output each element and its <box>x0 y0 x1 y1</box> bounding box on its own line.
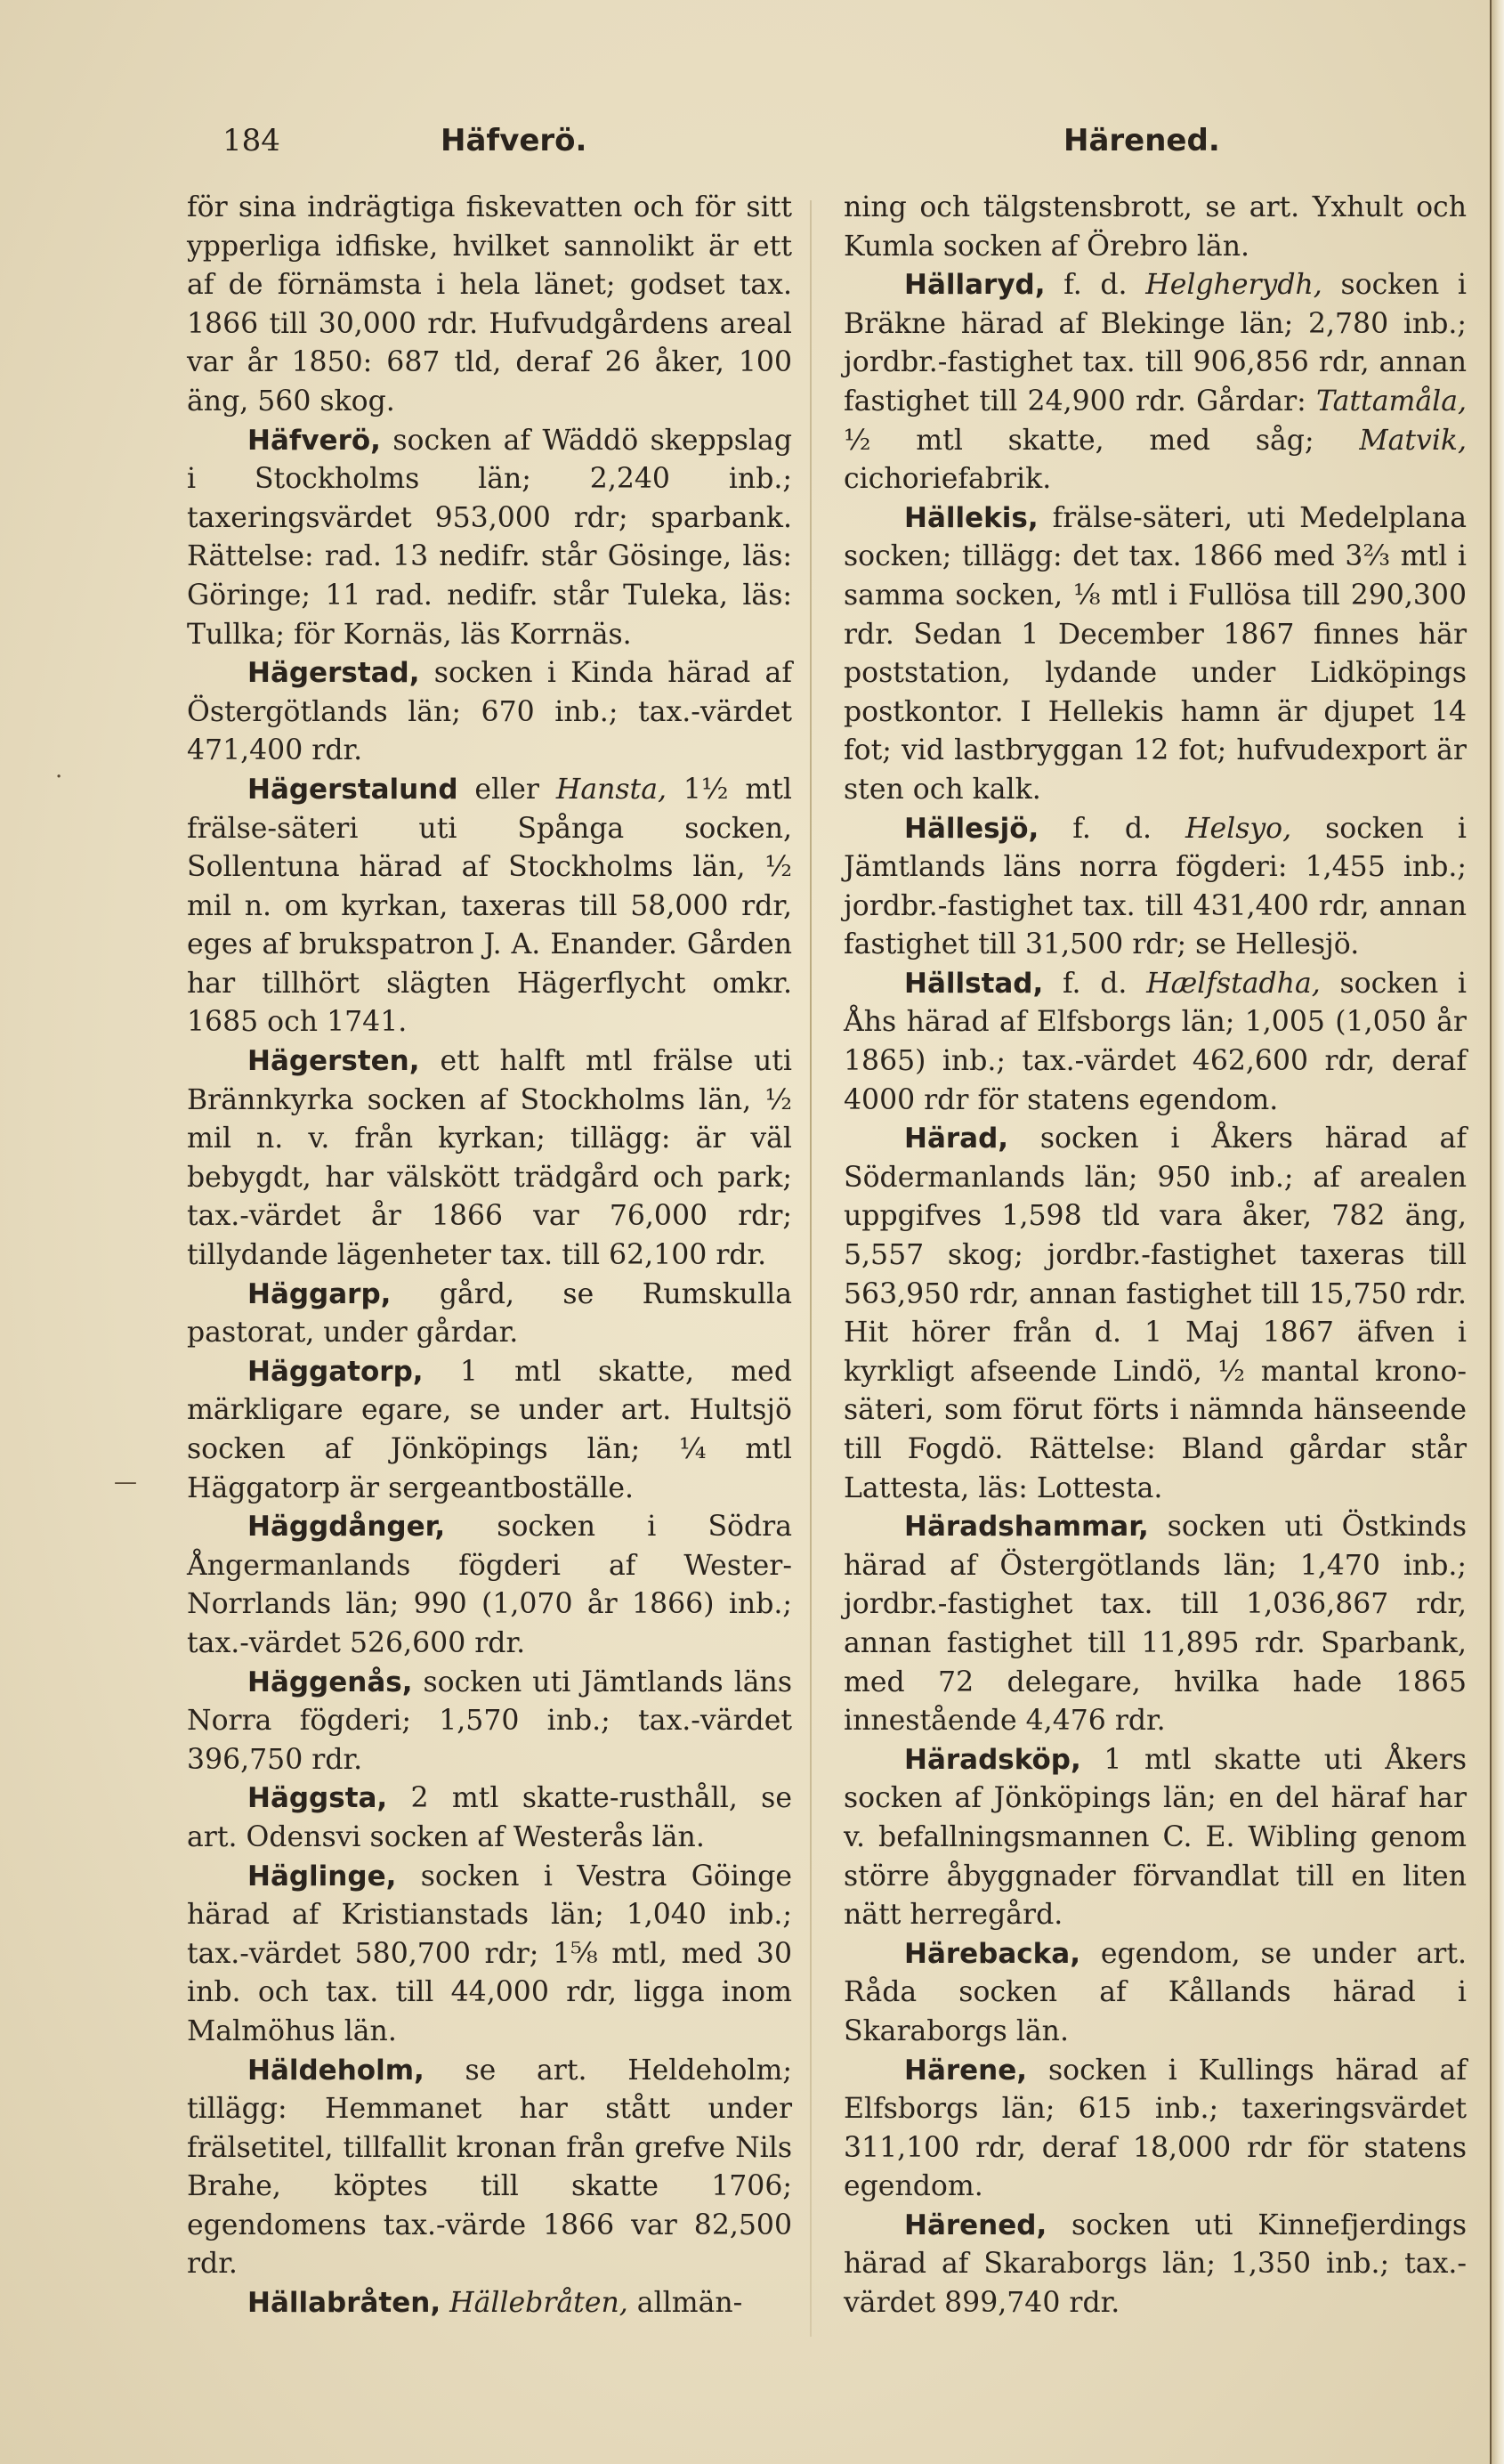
entry-headword: Häldeholm, <box>247 2054 425 2087</box>
italic-name: Helgherydh, <box>1145 269 1322 302</box>
entry-headword: Hägerstalund <box>247 773 458 806</box>
entry-headword: Häfverö, <box>247 424 381 457</box>
dictionary-entry <box>187 1508 792 1663</box>
entry-text: socken i Åkers härad af Södermanlands län; 950 inb.; af arealen uppgifves 1,598 tld vara åker, 782 äng, 5,557 skog; jordbr.-fastighet taxeras till 563,950 rdr, annan fastighet till 15,750 rdr. Hit hörer från d. 1 Maj 1867 äfven i kyrkligt afseende Lindö, ½ mantal krono-säteri, som förut förts i nämnda hänseende till Fogdö. Rättelse: Bland gårdar står Lattesta, läs: Lottesta. <box>844 1123 1467 1504</box>
dictionary-entry <box>844 965 1467 1120</box>
entry-text: socken i Södra Ångermanlands fögderi af Wester-Norrlands län; 990 (1,070 år 1866) inb.; tax.-värdet 526,600 rdr. <box>187 1511 792 1659</box>
entry-text: cichoriefabrik. <box>844 463 1052 496</box>
dictionary-entry <box>844 499 1467 810</box>
entry-text: socken i Vestra Göinge härad af Kristianstads län; 1,040 inb.; tax.-värdet 580,700 rdr; 1⅝ mtl, med 30 inb. och tax. till 44,000 rdr, ligga inom Malmöhus län. <box>187 1860 792 2047</box>
entry-headword: Hällabråten, <box>247 2287 441 2320</box>
dictionary-entry <box>844 1741 1467 1935</box>
right-column <box>844 189 1467 2323</box>
dictionary-entry <box>187 2284 792 2323</box>
entry-text: se art. Heldeholm; tillägg: Hemmanet har stått under frälsetitel, tillfallit kronan från grefve Nils Brahe, köptes till skatte 1706; egendomens tax.-värde 1866 var 82,500 rdr. <box>187 2054 792 2281</box>
entry-headword: Häggatorp, <box>247 1355 424 1388</box>
entry-text: socken i Bräkne härad af Blekinge län; 2,780 inb.; jordbr.-fastighet tax. till 906,856 rdr, annan fastighet till 24,900 rdr. Gårdar: <box>844 269 1468 417</box>
entry-continuation <box>187 189 792 422</box>
dictionary-entry <box>844 2052 1467 2207</box>
entry-text: egendom, se under art. Råda socken af Kållands härad i Skaraborgs län. <box>844 1937 1467 2047</box>
entry-text: socken i Kullings härad af Elfsborgs län; 615 inb.; taxeringsvärdet 311,100 rdr, deraf 18,000 rdr för statens egendom. <box>844 2054 1467 2203</box>
entry-text: ning och tälgstensbrott, se art. Yxhult och Kumla socken af Örebro län. <box>844 191 1467 263</box>
dictionary-entry <box>187 1779 792 1857</box>
margin-dot: · <box>55 764 63 790</box>
entry-headword: Häradsköp, <box>904 1743 1081 1776</box>
entry-headword: Hällstad, <box>904 967 1044 1000</box>
margin-dash: — <box>114 1469 137 1495</box>
dictionary-entry <box>844 1508 1467 1741</box>
dictionary-entry <box>844 810 1467 965</box>
entry-text: 1 mtl skatte, med märkligare egare, se under art. Hultsjö socken af Jönköpings län; ¼ mtl Häggatorp är sergeantboställe. <box>187 1355 792 1504</box>
entry-text <box>441 2287 449 2319</box>
left-running-head: Häfverö. <box>441 123 587 158</box>
entry-text: f. d. <box>1039 812 1186 845</box>
entry-text: 1 mtl skatte uti Åkers socken af Jönköpings län; en del häraf har v. befallningsmannen C. E. Wibling genom större åbyggnader förvandlat till en liten nätt herregård. <box>844 1743 1467 1932</box>
page-edge <box>1490 0 1504 2464</box>
dictionary-entry <box>187 422 792 655</box>
entry-headword: Härad, <box>904 1123 1009 1155</box>
italic-name: Hælfstadha, <box>1146 967 1321 1000</box>
entry-headword: Hällaryd, <box>904 269 1046 302</box>
entry-headword: Hällesjö, <box>904 812 1039 845</box>
dictionary-entry <box>187 1353 792 1508</box>
dictionary-entry <box>844 1935 1467 2052</box>
entry-text: f. d. <box>1043 967 1147 1000</box>
entry-headword: Häggdånger, <box>247 1511 446 1544</box>
entry-text: 2 mtl skatte-rusthåll, se art. Odensvi socken af Westerås län. <box>187 1782 792 1853</box>
dictionary-entry <box>187 1276 792 1353</box>
entry-headword: Häggenås, <box>247 1666 413 1698</box>
entry-text: socken uti Kinnefjerdings härad af Skaraborgs län; 1,350 inb.; tax.-värdet 899,740 rdr. <box>844 2209 1467 2320</box>
dictionary-entry <box>187 1858 792 2052</box>
entry-text: för sina indrägtiga fiskevatten och för sitt ypperliga idfiske, hvilket sannolikt är ett af de förnämsta i hela länet; godset tax. 1866 till 30,000 rdr. Hufvudgårdens areal var år 1850: 687 tld, deraf 26 åker, 100 äng, 560 skog. <box>187 191 792 417</box>
right-running-head: Härened. <box>1063 123 1220 158</box>
entry-text: socken i Kinda härad af Östergötlands län; 670 inb.; tax.-värdet 471,400 rdr. <box>187 657 792 767</box>
column-divider <box>810 200 812 2337</box>
dictionary-entry <box>844 2207 1467 2323</box>
italic-name: Helsyo, <box>1185 812 1292 845</box>
entry-headword: Hällekis, <box>904 501 1039 534</box>
entry-headword: Häggarp, <box>247 1277 392 1310</box>
italic-name: Matvik, <box>1359 424 1467 457</box>
entry-headword: Härened, <box>904 2209 1047 2241</box>
entry-text: frälse-säteri, uti Medelplana socken; tillägg: det tax. 1866 med 3⅔ mtl i samma socken, ⅛ mtl i Fullösa till 290,300 rdr. Sedan 1 December 1867 finnes här poststation, lydande under Lidköpings postkontor. I Hellekis hamn är djupet 14 fot; vid lastbryggan 12 fot; hufvudexport är sten och kalk. <box>844 501 1467 806</box>
italic-name: Hällebråten, <box>449 2287 628 2320</box>
dictionary-entry <box>844 266 1467 499</box>
entry-headword: Häggsta, <box>247 1782 388 1815</box>
entry-headword: Härebacka, <box>904 1937 1080 1970</box>
entry-text: socken i Jämtlands läns norra fögderi: 1,455 inb.; jordbr.-fastighet tax. till 431,400 rdr, annan fastighet till 31,500 rdr; se Hellesjö. <box>844 812 1467 961</box>
page-number: 184 <box>222 123 280 158</box>
dictionary-entry <box>187 771 792 1042</box>
entry-headword: Härene, <box>904 2054 1028 2087</box>
entry-text: allmän- <box>627 2287 743 2320</box>
entry-headword: Hägerstad, <box>247 657 420 690</box>
entry-text: socken uti Jämtlands läns Norra fögderi; 1,570 inb.; tax.-värdet 396,750 rdr. <box>187 1666 792 1776</box>
dictionary-entry <box>187 1664 792 1780</box>
entry-text: eller <box>457 773 556 806</box>
dictionary-entry <box>844 1120 1467 1508</box>
entry-text: f. d. <box>1045 269 1146 302</box>
dictionary-entry <box>187 1042 792 1276</box>
italic-name: Tattamåla, <box>1316 385 1467 417</box>
entry-headword: Häglinge, <box>247 1860 397 1893</box>
dictionary-entry <box>187 2052 792 2285</box>
entry-text: ett halft mtl frälse uti Brännkyrka socken af Stockholms län, ½ mil n. v. från kyrkan; tillägg: är väl bebygdt, har välskött trädgård och park; tax.-värdet år 1866 var 76,000 rdr; tillydande lägenheter tax. till 62,100 rdr. <box>187 1045 792 1272</box>
entry-text: ½ mtl skatte, med såg; <box>844 424 1360 457</box>
entry-headword: Hägersten, <box>247 1045 420 1078</box>
entry-text: socken uti Östkinds härad af Östergötlands län; 1,470 inb.; jordbr.-fastighet tax. till 1,036,867 rdr, annan fastighet till 11,895 rdr. Sparbank, med 72 delegare, hvilka hade 1865 innestående 4,476 rdr. <box>844 1511 1467 1738</box>
entry-text: socken i Åhs härad af Elfsborgs län; 1,005 (1,050 år 1865) inb.; tax.-värdet 462,600 rdr, deraf 4000 rdr för statens egendom. <box>844 967 1468 1116</box>
entry-continuation <box>844 189 1467 266</box>
entry-text: gård, se Rumskulla pastorat, under gårdar. <box>187 1277 792 1350</box>
italic-name: Hansta, <box>555 773 667 806</box>
running-header <box>178 114 1220 167</box>
left-column <box>187 189 792 2323</box>
dictionary-entry <box>187 654 792 771</box>
entry-headword: Häradshammar, <box>904 1511 1149 1544</box>
entry-text: socken af Wäddö skeppslag i Stockholms län; 2,240 inb.; taxeringsvärdet 953,000 rdr; sparbank. Rättelse: rad. 13 nedifr. står Gösinge, läs: Göringe; 11 rad. nedifr. står Tuleka, läs: Tullka; för Kornäs, läs Korrnäs. <box>187 424 792 651</box>
entry-text: 1½ mtl frälse-säteri uti Spånga socken, Sollentuna härad af Stockholms län, ½ mil n. om kyrkan, taxeras till 58,000 rdr, eges af brukspatron J. A. Enander. Gården har tillhört slägten Hägerflycht omkr. 1685 och 1741. <box>187 773 792 1039</box>
